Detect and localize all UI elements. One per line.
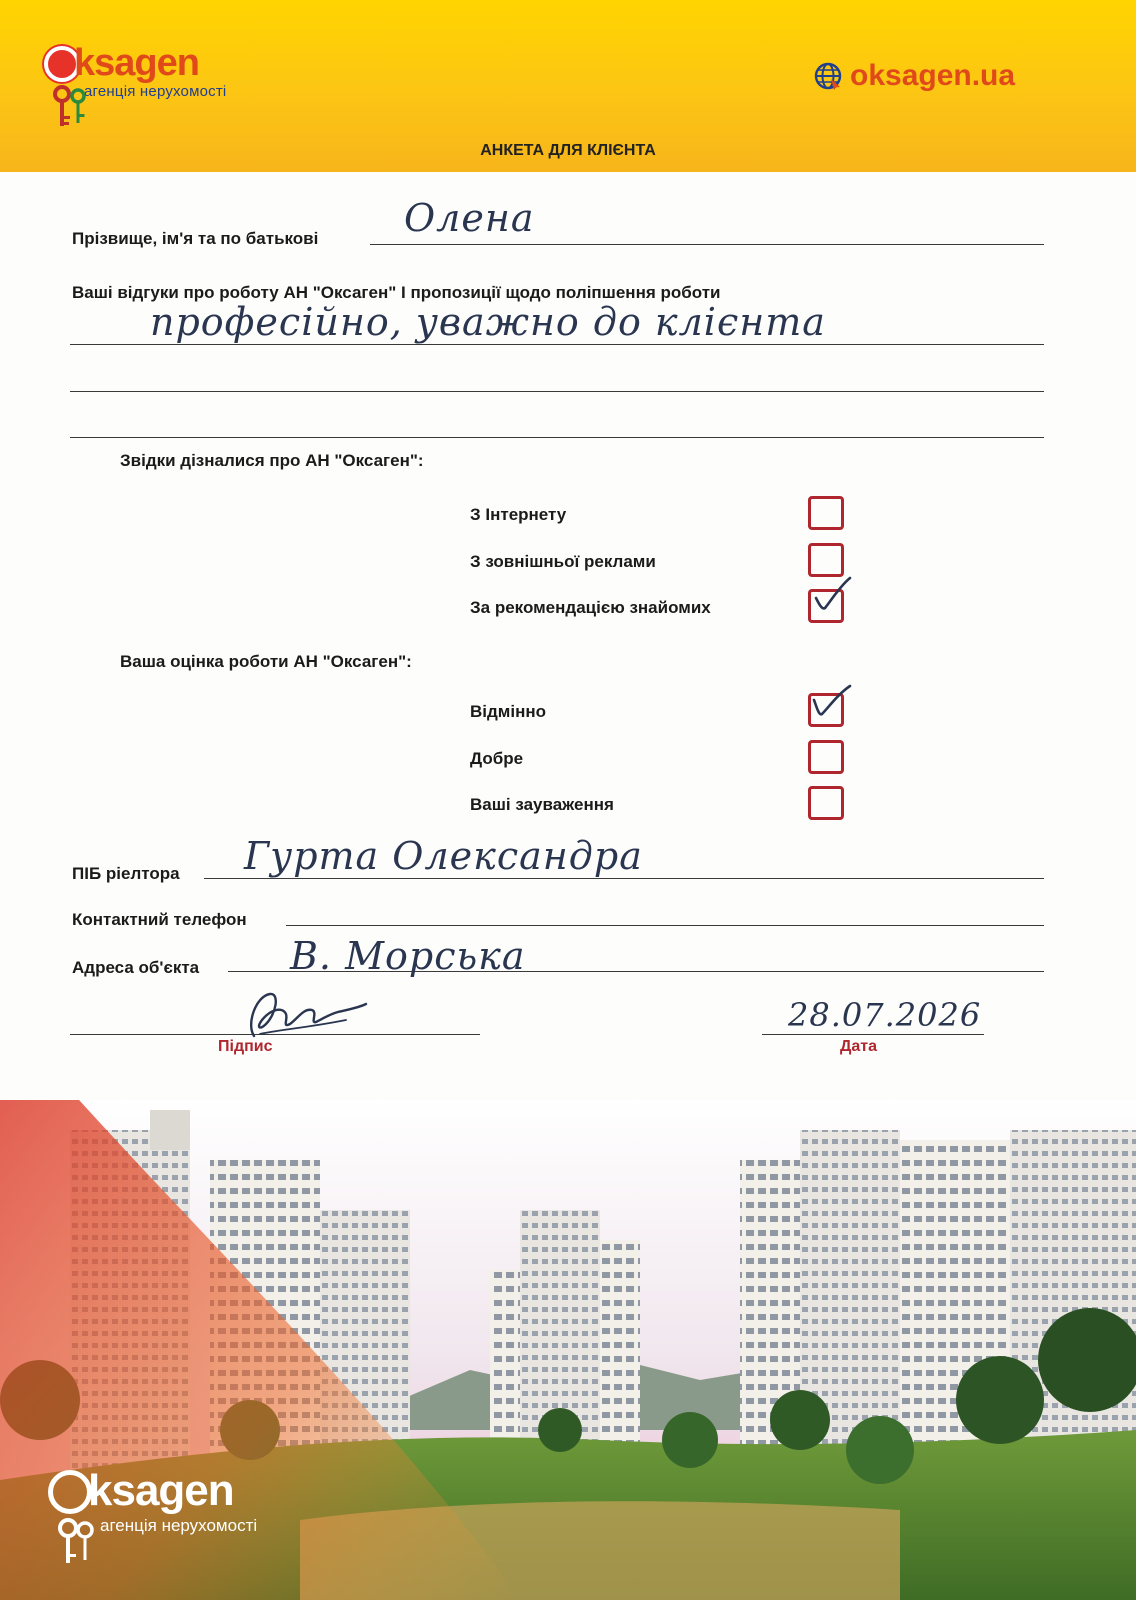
realtor-label: ПІБ ріелтора <box>72 864 180 883</box>
keys-icon <box>50 84 90 130</box>
realtor-line <box>204 878 1044 879</box>
feedback-handwritten[interactable]: професійно, уважно до клієнта <box>150 300 826 344</box>
address-handwritten[interactable]: В. Морська <box>290 934 526 978</box>
footer-logo-word: ksagen <box>88 1466 234 1515</box>
site-url[interactable]: oksagen.ua <box>850 59 1016 92</box>
name-handwritten[interactable]: Олена <box>404 196 535 240</box>
source-checkbox-internet[interactable] <box>808 496 844 530</box>
footer-logo-tagline: агенція нерухомості <box>100 1516 258 1535</box>
name-line <box>370 244 1044 245</box>
source-checkbox-outdoor[interactable] <box>808 543 844 577</box>
source-option-outdoor: З зовнішньої реклами <box>470 552 656 571</box>
rating-checkbox-good[interactable] <box>808 740 844 774</box>
rating-option-good: Добре <box>470 749 524 768</box>
phone-line <box>286 925 1044 926</box>
date-caption: Дата <box>840 1038 878 1055</box>
keys-icon <box>54 1516 98 1566</box>
date-line <box>762 1034 984 1035</box>
address-label: Адреса об'єкта <box>72 958 200 977</box>
date-handwritten[interactable]: 28.07.2026 <box>788 996 982 1034</box>
rating-checkbox-remarks[interactable] <box>808 786 844 820</box>
source-option-recommendation: За рекомендацією знайомих <box>470 598 711 617</box>
header-band <box>0 0 1136 172</box>
checkmark-icon <box>808 574 854 614</box>
rating-label: Ваша оцінка роботи АН "Оксаген": <box>120 652 412 671</box>
source-option-internet: З Інтернету <box>470 505 567 524</box>
rating-option-remarks: Ваші зауваження <box>470 795 614 814</box>
name-label: Прізвище, ім'я та по батькові <box>72 229 319 248</box>
feedback-label: Ваші відгуки про роботу АН "Оксаген" І пропозиції щодо поліпшення роботи <box>72 283 721 302</box>
logo-ring-icon <box>48 1470 92 1514</box>
signature-caption: Підпис <box>218 1038 273 1055</box>
form-title: АНКЕТА ДЛЯ КЛІЄНТА <box>480 142 656 159</box>
feedback-line-3 <box>70 437 1044 438</box>
signature-scribble <box>226 984 376 1044</box>
feedback-line-2 <box>70 391 1044 392</box>
logo-tagline: агенція нерухомості <box>84 83 227 100</box>
realtor-handwritten[interactable]: Гурта Олександра <box>244 834 643 878</box>
brand-logo <box>44 40 274 140</box>
site-address[interactable] <box>814 58 1015 94</box>
globe-icon <box>814 62 842 90</box>
checkmark-icon <box>808 682 854 722</box>
footer-logo <box>48 1466 318 1576</box>
source-label: Звідки дізналися про АН "Оксаген": <box>120 451 424 470</box>
feedback-line-1 <box>70 344 1044 345</box>
rating-option-excellent: Відмінно <box>470 702 547 721</box>
phone-label: Контактний телефон <box>72 910 247 929</box>
logo-word: ksagen <box>74 42 199 84</box>
